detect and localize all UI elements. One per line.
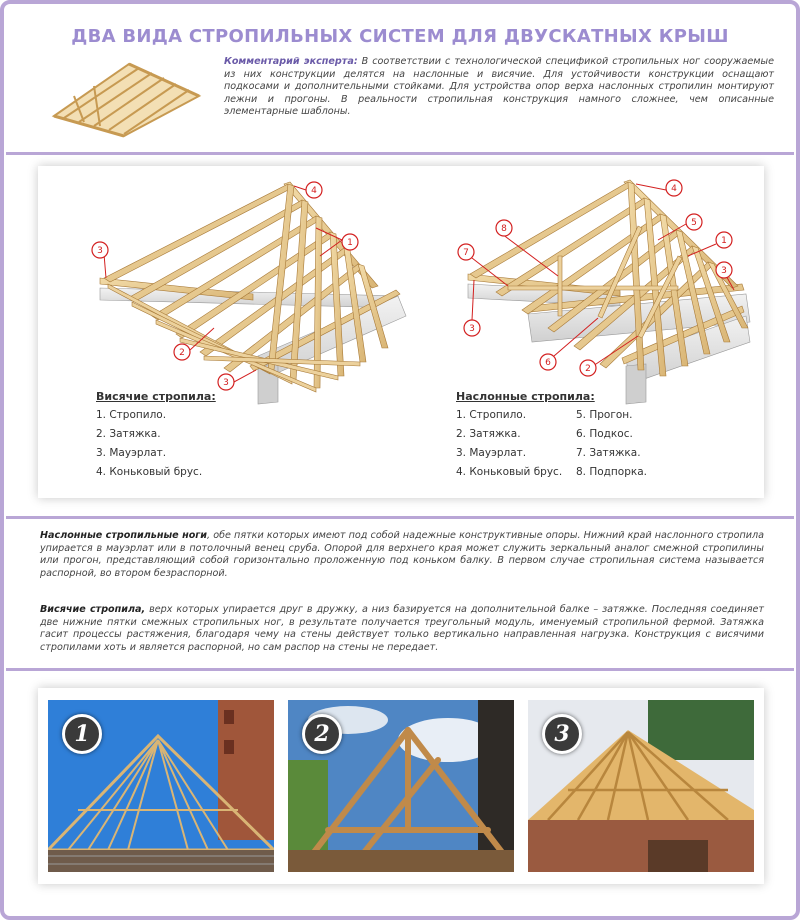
roof-photo-2 xyxy=(288,700,514,872)
hanging-legend-item: 1. Стропило. xyxy=(96,409,167,421)
hanging-legend-title: Висячие стропила: xyxy=(96,390,216,403)
callout-4-right: 4 xyxy=(671,184,677,194)
layered-legend-item: 3. Мауэрлат. xyxy=(456,447,527,459)
para1-body: , обе пятки которых имеют под собой надежные конструктивные опоры. Нижний край наслонного стропила упирается в мауэрлат или в потолочный венец сруба. Опорой для верхнего края может служить зеркальный аналог смежной стропилины или прогон, представляющий собой горизонтально проложенную под коньком балку. В первом случае стропильная система называется распорной, во втором безраспорной. xyxy=(40,530,765,579)
hanging-legend-item: 2. Затяжка. xyxy=(96,428,161,440)
expert-comment xyxy=(24,52,776,140)
hanging-rafters-paragraph xyxy=(40,604,764,654)
callout-5-right: 5 xyxy=(691,218,697,228)
hanging-legend xyxy=(96,390,216,485)
para1-lead: Наслонные стропильные ноги xyxy=(40,530,208,541)
callout-1-right: 1 xyxy=(721,236,727,246)
expert-body: В соответствии с технологической спецификой стропильных ног сооружаемые из них конструкции делятся на наслонные и висячие. Для устойчивости конструкции оснащают подкосами и дополнительными стойками. Для устройства опор верха наслонных стропилин монтируют лежни и прогоны. В реальности стропильная конструкция намного сложнее, чем описанные элементарные шаблоны. xyxy=(224,56,774,118)
photo-panel xyxy=(38,688,764,884)
expert-comment-text xyxy=(224,56,774,119)
layered-legend-item: 2. Затяжка. xyxy=(456,428,521,440)
callout-3-left: 3 xyxy=(97,246,103,256)
callout-6-right: 6 xyxy=(545,358,551,368)
photo-badge-1: 1 xyxy=(62,714,102,754)
callout-8-right: 8 xyxy=(501,224,507,234)
rafter-diagram-panel xyxy=(38,166,764,498)
divider-bottom xyxy=(6,668,794,671)
roof-photo-3 xyxy=(528,700,754,872)
layered-legend-item: 1. Стропило. xyxy=(456,409,527,421)
page-title: ДВА ВИДА СТРОПИЛЬНЫХ СИСТЕМ ДЛЯ ДВУСКАТНЫХ КРЫШ xyxy=(71,26,729,47)
divider-middle xyxy=(6,516,794,519)
hanging-rafters-diagram xyxy=(100,182,406,404)
callout-2-left: 2 xyxy=(179,348,185,358)
layered-legend-title: Наслонные стропила: xyxy=(456,390,595,403)
callout-4-left: 4 xyxy=(311,186,317,196)
layered-legend-item: 5. Прогон. xyxy=(576,409,633,421)
layered-rafters-paragraph xyxy=(40,530,764,580)
para2-lead: Висячие стропила, xyxy=(40,604,146,615)
callout-3-right: 3 xyxy=(469,324,475,334)
hanging-legend-item: 4. Коньковый брус. xyxy=(96,466,203,478)
photo-badge-2: 2 xyxy=(302,714,342,754)
photo-badge-3: 3 xyxy=(542,714,582,754)
layered-legend xyxy=(456,390,686,485)
layered-legend-item: 6. Подкос. xyxy=(576,428,633,440)
layered-legend-item: 4. Коньковый брус. xyxy=(456,466,563,478)
layered-legend-item: 8. Подпорка. xyxy=(576,466,648,478)
divider-top xyxy=(6,152,794,155)
layered-legend-item: 7. Затяжка. xyxy=(576,447,641,459)
roof-photo-1 xyxy=(48,700,274,872)
hanging-legend-item: 3. Мауэрлат. xyxy=(96,447,167,459)
callout-1-left: 1 xyxy=(347,238,353,248)
expert-label: Комментарий эксперта: xyxy=(224,56,358,67)
callout-7-right: 7 xyxy=(463,248,469,258)
roof-thumbnail-image xyxy=(34,56,214,140)
callout-3b-left: 3 xyxy=(223,378,229,388)
para2-body: верх которых упирается друг в дружку, а низ базируется на дополнительной балке – затяжке. Последняя соединяет две нижние пятки смежных стропильных ног, в результате получается треугольный модуль, именуемый стропильной фермой. Затяжка гасит процессы растяжения, благодаря чему на стены действует только вертикально направленная нагрузка. Конструкция с висячими стропилами хоть и является распорной, но сам распор на стены не передает. xyxy=(40,604,764,653)
callout-2-right: 2 xyxy=(585,364,591,374)
callout-3b-right: 3 xyxy=(721,266,727,276)
layered-rafters-diagram xyxy=(468,180,750,404)
